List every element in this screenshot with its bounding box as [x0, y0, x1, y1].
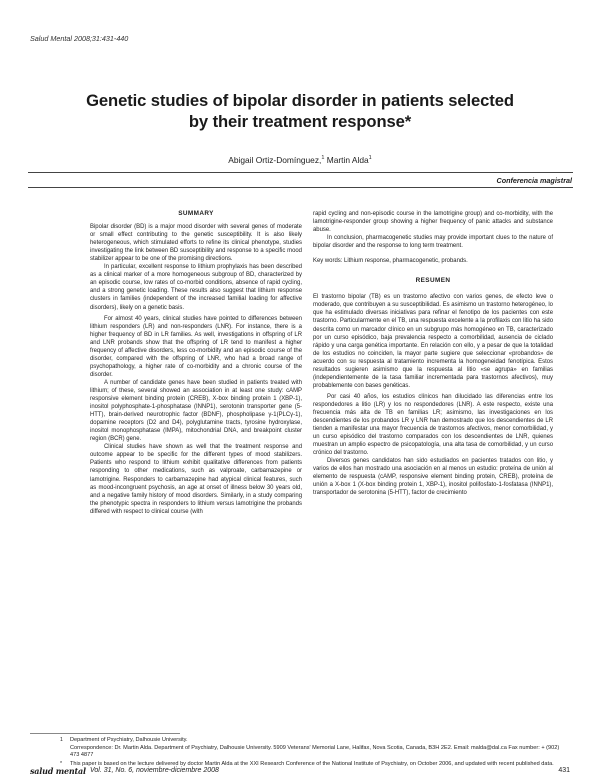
- footnote-rule: [30, 733, 180, 734]
- resumen-paragraph: El trastorno bipolar (TB) es un trastorno afectivo con varios genes, de efecto leve o moderado, que contribuyen a su susceptibilidad. Es asimismo un trastorno heterogéneo, lo que ha estimulado diversas iniciativas para refinar el fenotipo de los pacientes con este trastorno. Particularmente en el TB, una respuesta excelente a la profilaxis con litio ha sido descrita como un marcador clínico en un subgrupo más homogéneo en TB, caracterizado por un curso episódico, baja prevalencia respecto a comorbilidad, ausencia de ciclado rápido y una carga genética importante. En relación con ello, y a pesar de que la totalidad de los estudios no coinciden, la mayor parte sugiere que seleccionar «probandos» de acuerdo con su respuesta al tratamiento incrementa la homogeneidad fenotípica. Estos resultados sugieren asimismo que la respuesta al litio «se agrupa» en familias (independientemente de la tasa familiar incrementada para trastornos afectivos), muy probablemente con bases genéticas.: [313, 294, 553, 389]
- summary-paragraph: Clinical studies have shown as well that the treatment response and outcome appear to be specific for the different types of mood stabilizers. Patients who respond to lithium exhibit qualitative differences from patients responding to other medications, such as valproate, carbamazepine or lamotrigine. Responders to carbamazepine had atypical clinical features, such as mood-incongruent psychosis, an age at onset of illness below 30 years old, and a negative family history of mood disorders. Similarly, in a study comparing the phenotypic spectra in responders to lithium versus lamotrigine the probands differed with respect to clinical course (with: [90, 444, 302, 515]
- journal-logo: salud mental: [30, 766, 86, 776]
- resumen-paragraph: Diversos genes candidatos han sido estudiados en pacientes tratados con litio, y varios de ellos han mostrado una asociación en al menos un estudio: proteína de unión al elemento de respuesta (cAMP, responsive element binding protein, CREB), proteína de unión a X-box 1 (X-box binding protein 1, XBP-1), inositol polifosfato-1-fosfatasa (INNP1), transportador de serotonina (5-HTT), factor de crecimiento: [313, 458, 553, 497]
- affiliation-mark: 1: [321, 155, 325, 162]
- keywords-text: Lithium response, pharmacogenetic, probands.: [342, 258, 468, 265]
- summary-heading: SUMMARY: [178, 210, 214, 217]
- resumen-heading: RESUMEN: [415, 277, 451, 285]
- footnote-mark: 1: [60, 737, 63, 743]
- footnote-text: Correspondence: Dr. Martin Alda. Department of Psychiatry, Dalhousie University. 5909 Veterans' Memorial Lane, Halifax, Nova Scotia, Canada, B3H 2E2. Email: malda@dal.ca Fax number: + (902) 473 4877: [70, 745, 560, 759]
- section-label: Conferencia magistral: [496, 176, 572, 185]
- summary-paragraph: Bipolar disorder (BD) is a major mood disorder with several genes of moderate or small effect contributing to the genetic susceptibility. It is also likely heterogeneous, which stimulated efforts to refine its clinical phenotype, studies investigating the link between BD susceptibility and response to a specific mood stabilizer appear to be one of the promising directions.: [90, 224, 302, 263]
- summary-paragraph: In conclusion, pharmacogenetic studies may provide important clues to the nature of bipolar disorder and the response to long term treatment.: [313, 235, 553, 250]
- summary-paragraph: A number of candidate genes have been studied in patients treated with lithium; of these, several showed an association in at least one study: cAMP responsive element binding protein (CREB), X-box binding protein 1 (XBP-1), inositol polyphosphate-1-phosphatase (INNP1), serotonin transporter gene (5-HTT), brain-derived neurotrophic factor (BDNF), phospholipase γ-1(PLCγ-1), dopamine receptors (D2 and D4), polyglutamine tracts, tyrosine hydroxylase, inositol monophosphatase (IMPA), mitochondrial DNA, and breakpoint cluster region (BCR) gene.: [90, 379, 302, 443]
- affiliation-mark: 1: [368, 155, 372, 162]
- summary-paragraph: rapid cycling and non-episodic course in the lamotrigine group) and co-morbidity, with the lamotrigine-responder group showing a higher frequency of panic attacks and substance abuse.: [313, 211, 553, 234]
- keywords: [313, 257, 553, 265]
- author-name: Martin Alda: [324, 155, 369, 165]
- article-title: [40, 90, 560, 132]
- footnote-text: This paper is based on the lecture delivered by doctor Martin Alda at the XXI Research Conference of the National Institute of Psychiatry, on October 2006, and updated with recent published data.: [70, 760, 554, 767]
- header-rule-top: [28, 172, 573, 173]
- title-line-1: Genetic studies of bipolar disorder in patients selected: [86, 91, 514, 110]
- page-number: 431: [558, 766, 570, 774]
- header-rule-bottom: [28, 187, 573, 188]
- footnote-affiliation: [60, 737, 570, 744]
- footnote-correspondence: [60, 745, 570, 759]
- resumen-paragraph: Por casi 40 años, los estudios clínicos han dilucidado las diferencias entre los respondedores a litio (LR) y los no respondedores (LNR). A este respecto, existe una frecuencia más alta de TB en familias LR; asimismo, las investigaciones en los descendientes de los probandos LR y LNR han demostrado que los descendientes de LR tienden a manifestar una mayor frecuencia de trastornos afectivos, menor comorbilidad, y un curso episódico del trastorno comparados con los descendientes de LNR, quienes muestran un amplio espectro de psicopatología, una alta tasa de comorbilidad, y un curso crónico del trastorno.: [313, 393, 553, 457]
- footnotes: [60, 737, 570, 769]
- footnote-text: Department of Psychiatry, Dalhousie University.: [70, 737, 188, 743]
- left-column: [90, 210, 302, 516]
- summary-paragraph: For almost 40 years, clinical studies have pointed to differences between lithium responders (LR) and non-responders (LNR). For instance, there is a higher frequency of BD in LR families. As well, investigations in offspring of LR and LNR probands show that the offspring of LR tend to manifest a higher frequency of affective disorders, less co-morbidity and an episodic course of the disorder, compared with the offspring of LNR, who had a broad range of psychopathology, a higher rate of co-morbidity and a chronic course of the disorder.: [90, 315, 302, 378]
- footnote-mark: *: [60, 760, 63, 767]
- author-name: Abigail Ortiz-Domínguez,: [228, 155, 322, 165]
- right-column: [313, 210, 553, 498]
- summary-paragraph: In particular, excellent response to lithium prophylaxis has been described as a clinical marker of a more homogeneous subgroup of BD, characterized by an episodic course, low rates of co-morbid conditions, absence of rapid cycling, and a strong genetic loading. These results also suggest that lithium response clusters in families (independent of the increased familial loading for affective disorders), likely on a genetic basis.: [90, 264, 302, 311]
- author-list: [0, 155, 600, 165]
- volume-info: Vol. 31, No. 6, noviembre-diciembre 2008: [90, 766, 219, 774]
- page-footer: [30, 766, 570, 778]
- title-line-2: by their treatment response*: [188, 112, 412, 131]
- journal-reference: Salud Mental 2008;31:431-440: [30, 34, 129, 43]
- keywords-label: Key words:: [313, 258, 343, 265]
